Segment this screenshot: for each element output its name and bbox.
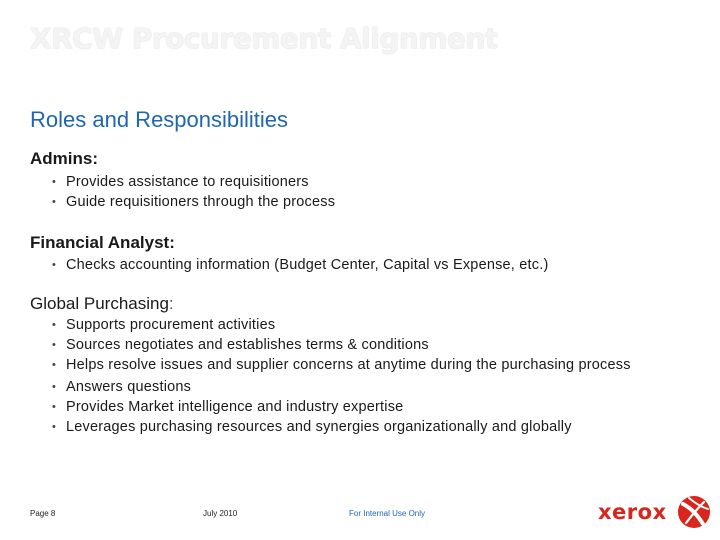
list-item	[52, 357, 656, 373]
footer-classification: For Internal Use Only	[349, 509, 426, 518]
bullet-icon: •	[52, 401, 57, 413]
global-purchasing-title-text: Global Purchasing	[30, 294, 169, 313]
list-item-text: Helps resolve issues and supplier concerns at anytime during the purchasing process	[66, 357, 631, 373]
bullet-icon: •	[52, 259, 57, 271]
logo-wordmark: xerox	[598, 500, 667, 524]
list-item-text: Answers questions	[66, 379, 192, 395]
global-purchasing-group	[30, 294, 656, 437]
financial-analyst-list	[30, 255, 548, 275]
bullet-icon: •	[52, 176, 57, 188]
list-item	[52, 417, 656, 437]
list-item-text: Checks accounting information (Budget Center, Capital vs Expense, etc.)	[66, 257, 549, 273]
bullet-icon: •	[52, 381, 57, 393]
admins-group	[30, 149, 335, 212]
list-item-text: Leverages purchasing resources and synergies organizationally and globally	[66, 419, 572, 435]
footer-page-number: Page 8	[30, 509, 56, 518]
admins-list	[30, 172, 335, 212]
list-item-text: Provides Market intelligence and industry expertise	[66, 399, 404, 415]
slide-title: XRCW Procurement Alignment	[30, 22, 498, 55]
list-item-text: Provides assistance to requisitioners	[66, 174, 309, 190]
list-item	[52, 192, 336, 212]
list-item	[52, 255, 549, 275]
list-item-text: Supports procurement activities	[66, 317, 276, 333]
financial-analyst-group	[30, 233, 548, 275]
bullet-icon: •	[52, 196, 57, 208]
section-heading: Roles and Responsibilities	[30, 107, 289, 132]
financial-analyst-title: Financial Analyst:	[30, 233, 175, 252]
bullet-icon: •	[52, 339, 57, 351]
bullet-icon: •	[52, 359, 57, 371]
list-item	[52, 377, 656, 397]
bullet-icon: •	[52, 421, 57, 433]
xerox-logo	[598, 494, 711, 530]
admins-title: Admins:	[30, 149, 98, 168]
xerox-ball-icon	[677, 495, 711, 529]
footer-date: July 2010	[203, 509, 238, 518]
list-item	[52, 172, 335, 192]
global-purchasing-title-suffix: :	[168, 294, 174, 313]
list-item	[52, 335, 656, 355]
list-item	[52, 397, 656, 417]
list-item-text: Guide requisitioners through the process	[66, 194, 336, 210]
global-purchasing-title	[30, 294, 656, 314]
bullet-icon: •	[52, 319, 57, 331]
global-purchasing-list	[30, 315, 656, 437]
list-item-text: Sources negotiates and establishes terms & conditions	[66, 337, 429, 353]
list-item	[52, 315, 656, 335]
